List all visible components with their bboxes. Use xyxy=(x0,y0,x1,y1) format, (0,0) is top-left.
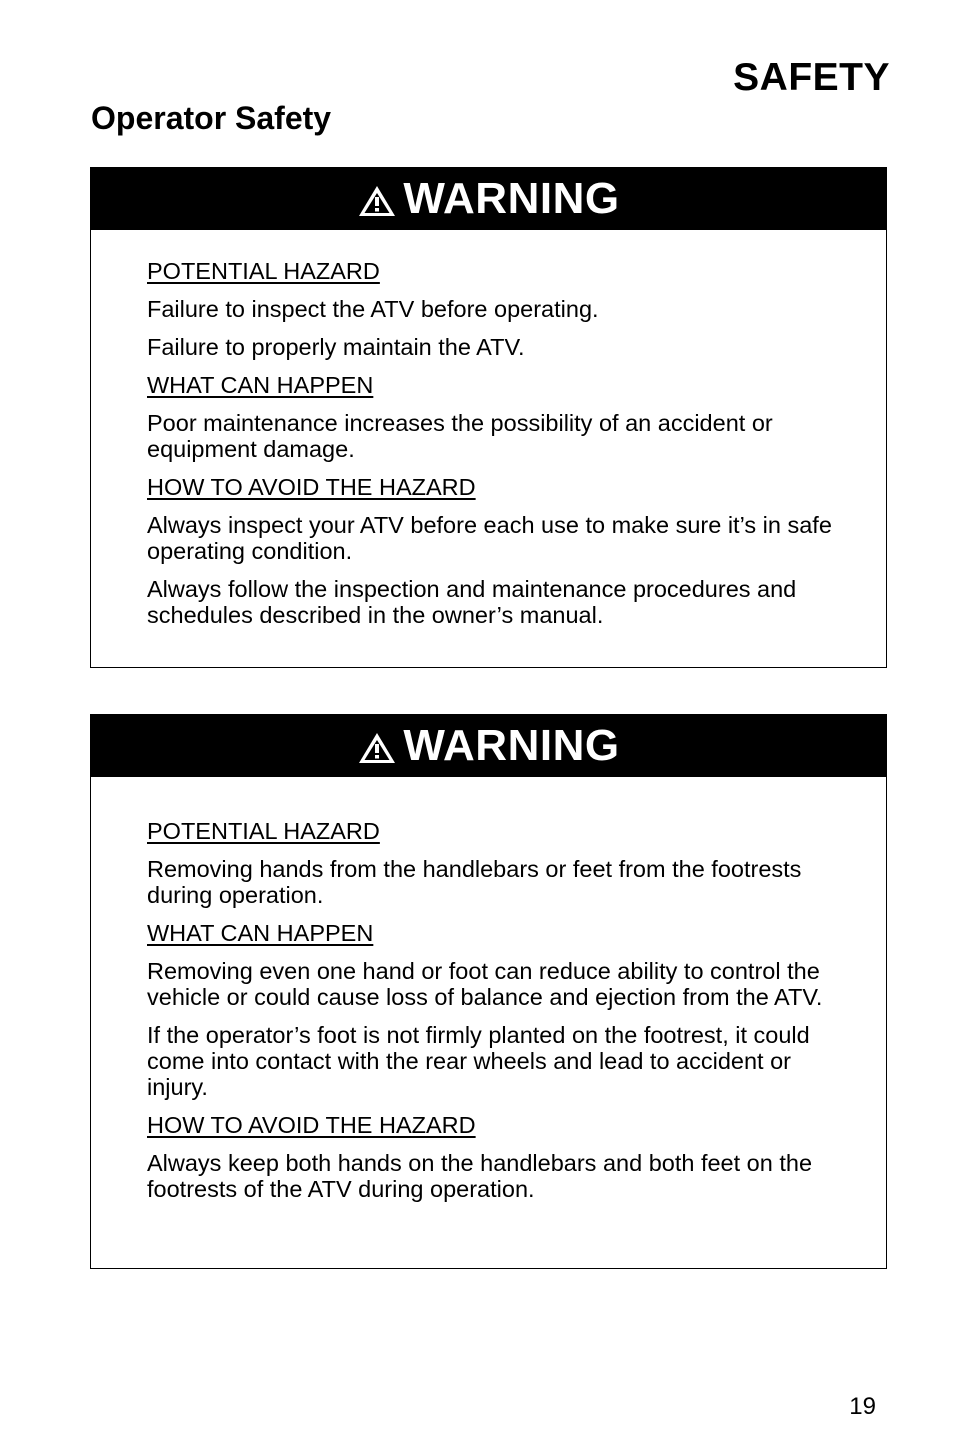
how-to-avoid-label: HOW TO AVOID THE HAZARD xyxy=(147,474,476,500)
potential-hazard-label: POTENTIAL HAZARD xyxy=(147,258,380,284)
warning-box-hands-feet xyxy=(90,714,887,1269)
consequence-text: If the operator’s foot is not firmly planted on the footrest, it could come into contact with the rear wheels and lead to accident or injury. xyxy=(147,1022,810,1100)
avoidance-text: Always follow the inspection and maintenance procedures and schedules described in the owner’s manual. xyxy=(147,576,797,628)
warning-header xyxy=(91,715,886,777)
page-number: 19 xyxy=(849,1393,876,1420)
section-title: SAFETY xyxy=(733,56,890,99)
how-to-avoid-label: HOW TO AVOID THE HAZARD xyxy=(147,1112,476,1138)
warning-title: WARNING xyxy=(403,721,620,770)
what-can-happen-label: WHAT CAN HAPPEN xyxy=(147,372,374,398)
warning-triangle-icon xyxy=(357,184,397,218)
page-heading: Operator Safety xyxy=(91,100,332,136)
warning-box-inspection xyxy=(90,167,887,668)
warning-title: WARNING xyxy=(403,174,620,223)
consequence-text: Removing even one hand or foot can reduce ability to control the vehicle or could cause loss of balance and ejection from the ATV. xyxy=(147,958,823,1010)
avoidance-text: Always inspect your ATV before each use to make sure it’s in safe operating condition. xyxy=(147,512,832,564)
potential-hazard-label: POTENTIAL HAZARD xyxy=(147,818,380,844)
warning-triangle-icon xyxy=(357,731,397,765)
warning-body xyxy=(91,777,886,1202)
warning-body xyxy=(91,230,886,628)
hazard-text: Failure to inspect the ATV before operating. xyxy=(147,296,599,322)
hazard-text: Removing hands from the handlebars or feet from the footrests during operation. xyxy=(147,856,802,908)
hazard-text: Failure to properly maintain the ATV. xyxy=(147,334,525,360)
avoidance-text: Always keep both hands on the handlebars and both feet on the footrests of the ATV during operation. xyxy=(147,1150,813,1202)
what-can-happen-label: WHAT CAN HAPPEN xyxy=(147,920,374,946)
warning-header xyxy=(91,168,886,230)
consequence-text: Poor maintenance increases the possibility of an accident or equipment damage. xyxy=(147,410,773,462)
